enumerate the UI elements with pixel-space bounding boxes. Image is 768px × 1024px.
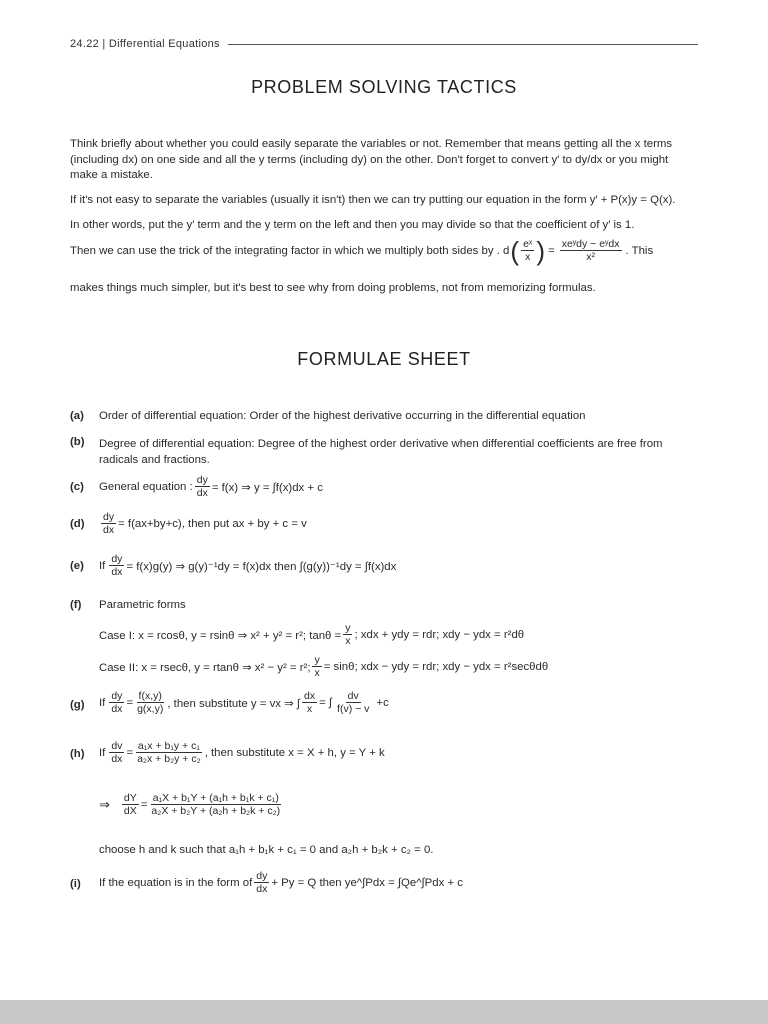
formula-h-transformed: ⇒ $\frac{dY}{dX}$ = $\frac{\text{a₁X + b₁Y + (a₁h + b₁k + c₁)}}{\text{a₂X + b₂Y + (a₂h + b₂k + c₂)}}$: [99, 792, 281, 817]
running-header: [70, 36, 698, 52]
tactics-p4-rhs-fraction: $\frac{\text{xeʸdy − eʸdx}}{\text{x²}}$: [561, 238, 620, 263]
header-text: 24.22 | Differential Equations: [70, 38, 220, 50]
formula-f-case-2: Case II: x = rsecθ, y = rtanθ ⇒ x² − y² = r²; $\frac{y}{x}$ = sinθ; xdx − ydy = rdr; xdy − ydx = r²secθdθ: [99, 654, 549, 679]
title-problem-solving-tactics: PROBLEM SOLVING TACTICS: [251, 77, 517, 97]
formula-b: (b) Degree of differential equation: Degree of the highest order derivative when differential coefficients are free from radicals and fractions.: [70, 436, 663, 466]
tactics-paragraph-5: makes things much simpler, but it's best to see why from doing problems, not from memorizing formulas.: [70, 282, 596, 294]
footer-bar: [0, 1000, 768, 1024]
formula-h-condition: choose h and k such that a₁h + b₁k + c₁ = 0 and a₂h + b₂k + c₂ = 0.: [99, 844, 434, 856]
header-rule: [228, 44, 698, 45]
formula-c: (c) General equation : $\frac{dy}{dx}$ = f(x) ⇒ y = ∫f(x)dx + c: [70, 474, 323, 499]
formula-f-case-1: Case I: x = rcosθ, y = rsinθ ⇒ x² + y² = r²; tanθ = $\frac{y}{x}$ ; xdx + ydy = rdr; xdy − ydx = r²dθ: [99, 622, 525, 647]
formula-g: (g) If $\frac{dy}{dx}$ = $\frac{f(x,y)}{g(x,y)}$ , then substitute y = vx ⇒ ∫ $\frac{dx}{x}$ = ∫ $\frac{dv}{f(v) - v}$ +c: [70, 690, 389, 715]
tactics-paragraph-1: Think briefly about whether you could easily separate the variables or not. Remember that means getting all the x terms (including dx) on one side and all the y terms (including dy) on the other. Don't forget to convert y′ to dy/dx or you might make a mistake.: [70, 138, 673, 181]
formula-h: (h) If $\frac{dv}{dx}$ = $\frac{\text{a₁x + b₁y + c₁}}{\text{a₂x + b₂y + c₂}}$ , then substitute x = X + h, y = Y + k: [70, 740, 385, 765]
tactics-p4-fraction: $\frac{\text{eˣ}}{x}$: [523, 238, 533, 263]
tactics-p4-text: Then we can use the trick of the integrating factor in which we multiply both sides by . d: [70, 244, 510, 257]
formula-d: (d) $\frac{dy}{dx}$ = f(ax+by+c), then put ax + by + c = v: [70, 511, 307, 536]
formula-i: (i) If the equation is in the form of $\frac{dy}{dx}$ + Py = Q then ye^∫Pdx = ∫Qe^∫Pdx + c: [70, 870, 463, 895]
formula-f: (f) Parametric forms: [70, 599, 186, 611]
tactics-paragraph-2: If it's not easy to separate the variables (usually it isn't) then we can try putting our equation in the form y′ + P(x)y = Q(x).: [70, 194, 676, 206]
formula-a: (a) Order of differential equation: Order of the highest derivative occurring in the differential equation: [70, 410, 586, 422]
tactics-paragraph-4: Then we can use the trick of the integrating factor in which we multiply both sides by . d ( $\frac{\text{eˣ}}{x}$ ) = $\frac{\text{xeʸdy − eʸdx}}{\text{x²}}$ . This: [70, 235, 654, 266]
title-formulae-sheet: FORMULAE SHEET: [297, 349, 471, 369]
tactics-paragraph-3: In other words, put the y′ term and the y term on the left and then you may divide so that the coefficient of y′ is 1.: [70, 219, 635, 231]
formula-e: (e) If $\frac{dy}{dx}$ = f(x)g(y) ⇒ g(y)⁻¹dy = f(x)dx then ∫(g(y))⁻¹dy = ∫f(x)dx: [70, 553, 397, 578]
